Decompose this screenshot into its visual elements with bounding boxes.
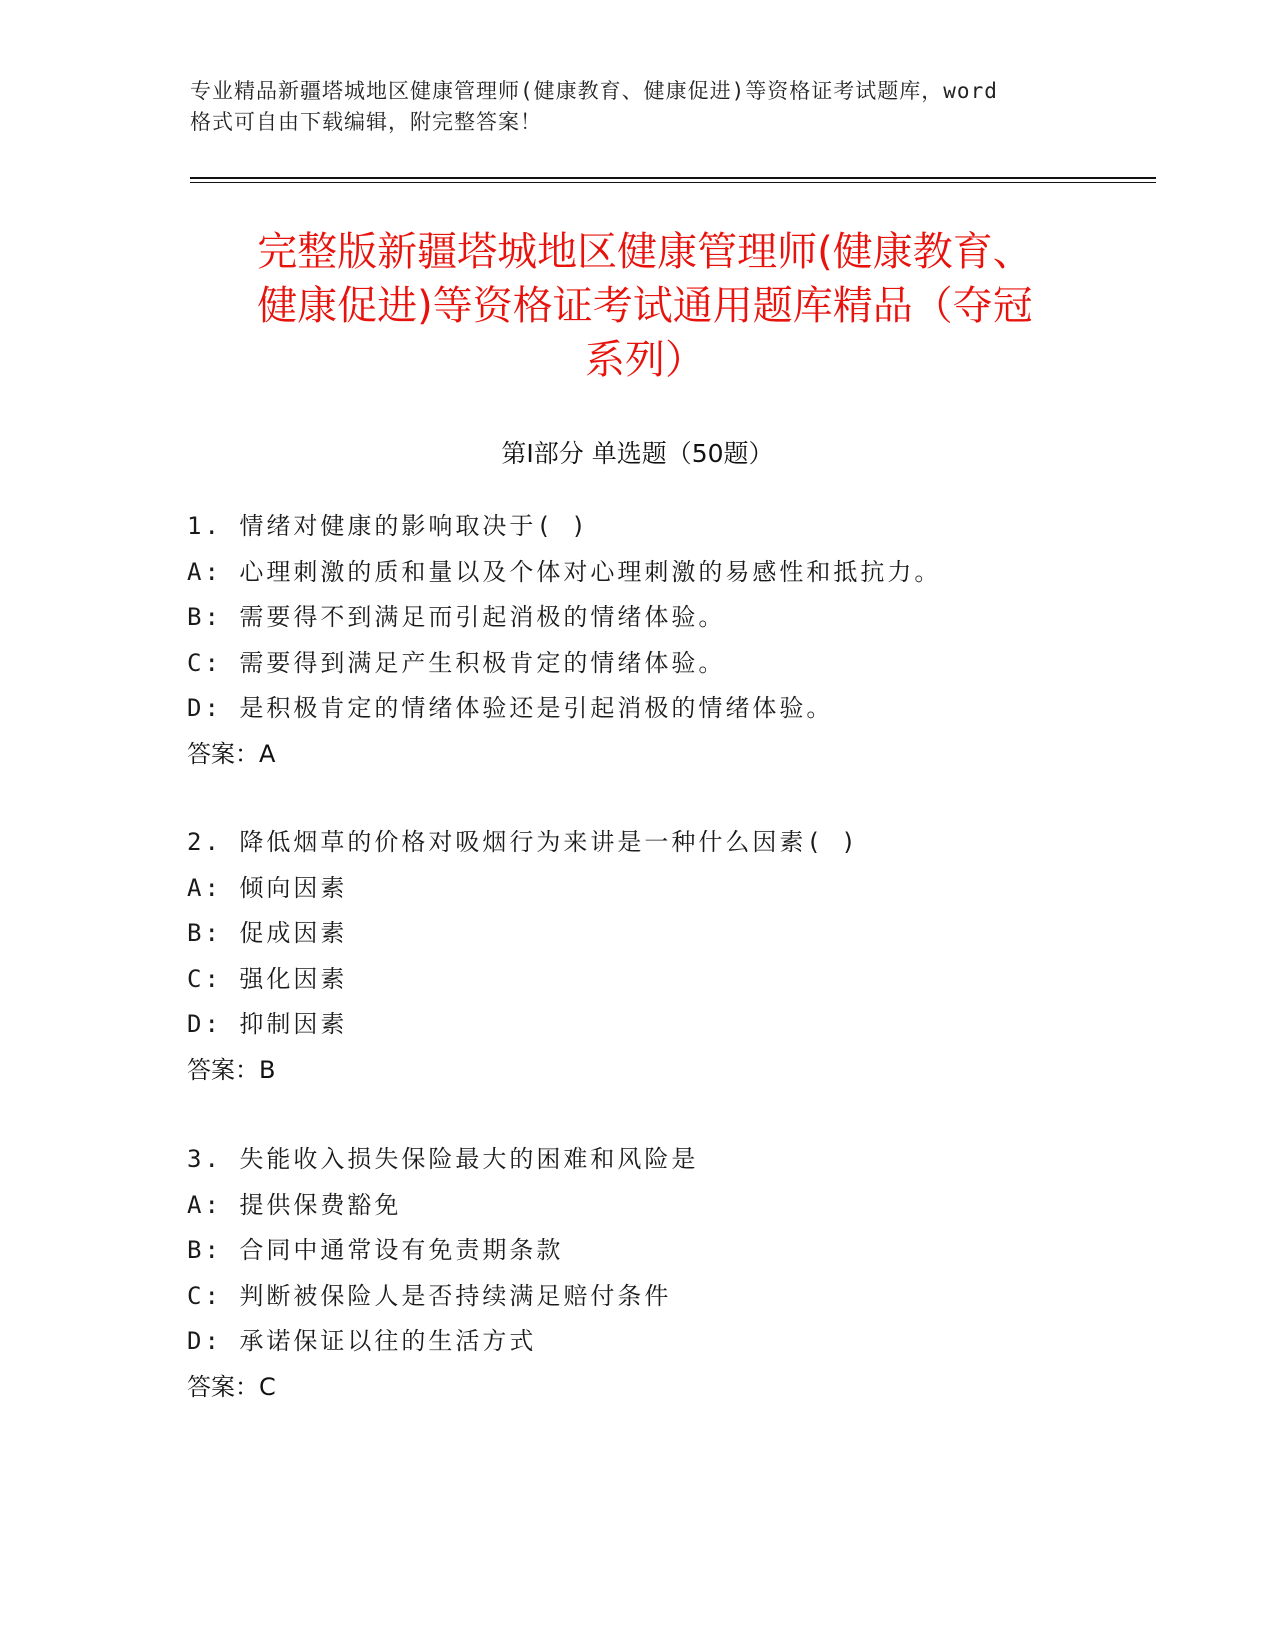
option-d: D: 承诺保证以往的生活方式 bbox=[187, 1327, 537, 1355]
question-2 bbox=[187, 820, 1127, 1093]
option-d: D: 是积极肯定的情绪体验还是引起消极的情绪体验。 bbox=[187, 694, 834, 722]
document-title-line-3: 系列） bbox=[585, 337, 705, 383]
header-note-line-2: 格式可自由下载编辑，附完整答案！ bbox=[190, 110, 542, 134]
option-a: A: 倾向因素 bbox=[187, 873, 348, 902]
header-note-line-1: 专业精品新疆塔城地区健康管理师(健康教育、健康促进)等资格证考试题库，word bbox=[190, 79, 998, 103]
header-note bbox=[190, 76, 1110, 138]
question-stem: 2. 降低烟草的价格对吸烟行为来讲是一种什么因素( ) bbox=[187, 828, 859, 856]
option-b: B: 合同中通常设有免责期条款 bbox=[187, 1236, 564, 1264]
option-a: A: 提供保费豁免 bbox=[187, 1190, 402, 1219]
answer-label: 答案：A bbox=[187, 739, 276, 768]
question-stem: 3. 失能收入损失保险最大的困难和风险是 bbox=[187, 1145, 699, 1173]
option-b: B: 促成因素 bbox=[187, 919, 348, 947]
question-3 bbox=[187, 1137, 1127, 1410]
option-a: A: 心理刺激的质和量以及个体对心理刺激的易感性和抵抗力。 bbox=[187, 557, 942, 586]
document-title-line-1: 完整版新疆塔城地区健康管理师(健康教育、 bbox=[257, 229, 1033, 275]
option-d: D: 抑制因素 bbox=[187, 1010, 348, 1038]
question-1 bbox=[187, 504, 1127, 777]
header-divider-thick bbox=[190, 177, 1156, 179]
document-title bbox=[190, 225, 1100, 387]
option-c: C: 需要得到满足产生积极肯定的情绪体验。 bbox=[187, 648, 726, 677]
header-divider-thin bbox=[190, 182, 1156, 183]
section-heading: 第Ⅰ部分 单选题（50题） bbox=[501, 439, 774, 468]
question-stem: 1. 情绪对健康的影响取决于( ) bbox=[187, 512, 589, 540]
answer-label: 答案：C bbox=[187, 1372, 276, 1401]
document-title-line-2: 健康促进)等资格证考试通用题库精品（夺冠 bbox=[257, 283, 1033, 329]
option-c: C: 强化因素 bbox=[187, 964, 348, 993]
answer-label: 答案：B bbox=[187, 1055, 276, 1084]
option-c: C: 判断被保险人是否持续满足赔付条件 bbox=[187, 1281, 672, 1310]
option-b: B: 需要得不到满足而引起消极的情绪体验。 bbox=[187, 603, 726, 631]
